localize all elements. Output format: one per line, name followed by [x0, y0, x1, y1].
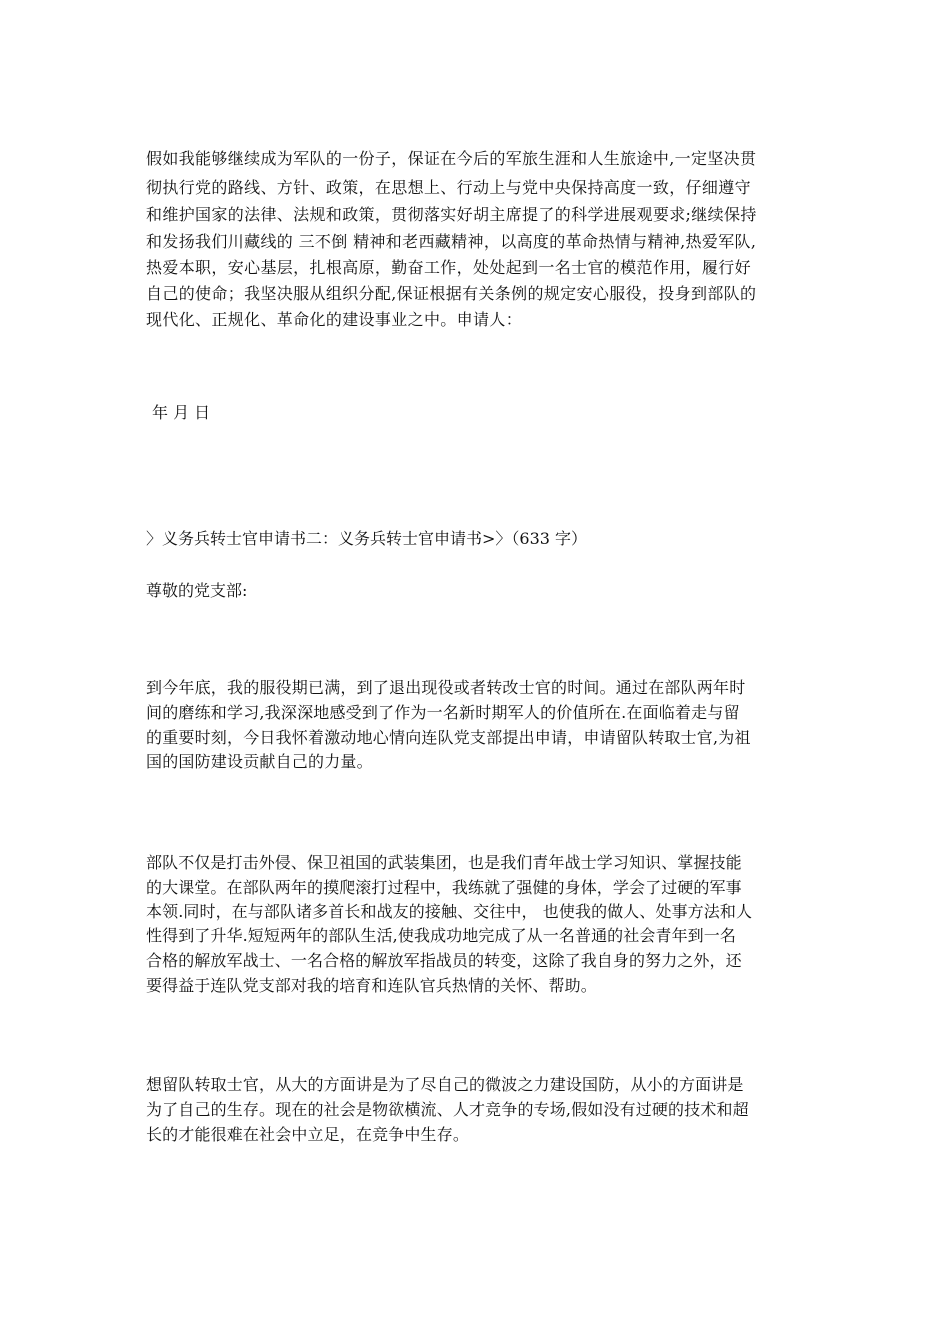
text-line: 的大课堂。在部队两年的摸爬滚打过程中，我练就了强健的身体，学会了过硬的军事 [146, 878, 742, 897]
text-line: 和维护国家的法律、法规和政策，贯彻落实好胡主席提了的科学进展观要求;继续保持 [146, 205, 757, 224]
text-line: 彻执行党的路线、方针、政策，在思想上、行动上与党中央保持高度一致，仔细遵守 [146, 178, 751, 197]
text-line: 性得到了升华.短短两年的部队生活,使我成功地完成了从一名普通的社会青年到一名 [146, 926, 736, 945]
section-title: 〉义务兵转士官申请书二：义务兵转士官申请书>〉（633 字） [146, 529, 588, 548]
text-line: 现代化、正规化、革命化的建设事业之中。申请人： [146, 310, 523, 329]
salutation: 尊敬的党支部: [146, 581, 248, 600]
text-line: 的重要时刻，今日我怀着激动地心情向连队党支部提出申请，申请留队转取士官,为祖 [146, 728, 751, 747]
text-line: 热爱本职，安心基层，扎根高原，勤奋工作，处处起到一名士官的模范作用，履行好 [146, 258, 751, 277]
text-line: 为了自己的生存。现在的社会是物欲横流、人才竞争的专场,假如没有过硬的技术和超 [146, 1100, 749, 1119]
text-line: 要得益于连队党支部对我的培育和连队官兵热情的关怀、帮助。 [146, 976, 597, 995]
text-line: 假如我能够继续成为军队的一份子，保证在今后的军旅生涯和人生旅途中,一定坚决贯 [146, 149, 757, 168]
text-line: 合格的解放军战士、一名合格的解放军指战员的转变，这除了我自身的努力之外，还 [146, 951, 742, 970]
text-line: 到今年底，我的服役期已满，到了退出现役或者转改士官的时间。通过在部队两年时 [146, 678, 746, 697]
text-line: 间的磨练和学习,我深深地感受到了作为一名新时期军人的价值所在.在面临着走与留 [146, 703, 740, 722]
text-line: 部队不仅是打击外侵、保卫祖国的武装集团，也是我们青年战士学习知识、掌握技能 [146, 853, 742, 872]
text-line: 国的国防建设贡献自己的力量。 [146, 752, 373, 771]
text-line: 自己的使命；我坚决服从组织分配,保证根据有关条例的规定安心服役，投身到部队的 [146, 284, 757, 303]
text-line: 和发扬我们川藏线的 三不倒 精神和老西藏精神，以高度的革命热情与精神,热爱军队, [146, 232, 757, 251]
text-line: 本领.同时，在与部队诸多首长和战友的接触、交往中， 也使我的做人、处事方法和人 [146, 902, 753, 921]
text-line: 想留队转取士官，从大的方面讲是为了尽自己的微波之力建设国防，从小的方面讲是 [146, 1075, 744, 1094]
date-line: 年 月 日 [152, 403, 211, 422]
text-line: 长的才能很难在社会中立足，在竞争中生存。 [146, 1125, 470, 1144]
